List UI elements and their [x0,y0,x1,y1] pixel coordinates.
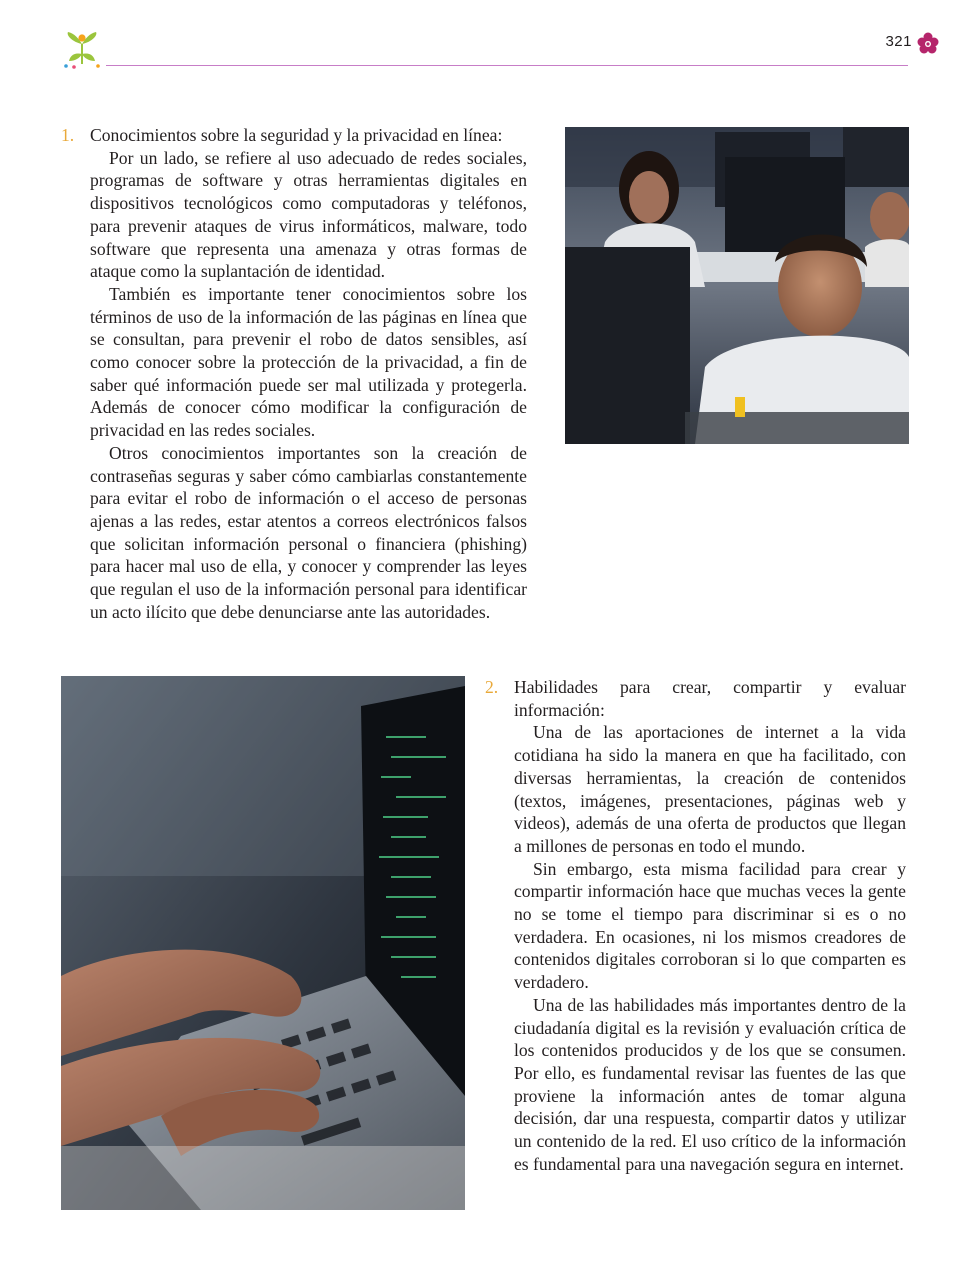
paragraph: Otros conocimientos importantes son la creación de contraseñas seguras y saber cómo cambiarlas constantemente para evitar el robo de información o el acceso de personas ajenas a las redes, estar atentos a correos electrónicos falsos que solicitan información personal o financiera (phishing) para hacer mal uso de ella, y conocer y comprender las leyes que regulan el uso de la información personal para identificar un acto ilícito que debe denunciarse ante las autoridades. [90,442,527,622]
paragraph: Sin embargo, esta misma facilidad para crear y compartir información hace que muchas veces la gente no se tome el tiempo para discriminar si es o no verdadera. En ocasiones, ni los mismos creadores de contenidos digitales corroboran si lo que comparten es verdadero. [514,858,906,993]
item-heading [485,676,906,721]
item-heading [61,124,527,147]
item-title: Habilidades para crear, compartir y evaluar información: [514,677,906,720]
header-rule [106,65,908,66]
item-title: Conocimientos sobre la seguridad y la privacidad en línea: [90,125,503,145]
item-number: 1. [61,125,75,145]
section-security-privacy [61,124,527,623]
page-number: 321 [885,33,912,50]
flower-icon [915,31,941,55]
paragraph: Una de las aportaciones de internet a la vida cotidiana ha sido la manera en que ha facilitado, con diversas herramientas, la creación de contenidos (textos, imágenes, presentaciones, páginas web y videos), además de una oferta de productos que llegan a millones de personas en todo el mundo. [514,722,906,856]
section-create-share-evaluate [485,676,906,1175]
paragraph: Por un lado, se refiere al uso adecuado de redes sociales, programas de software y otras herramientas digitales en dispositivos tecnológicos como computadoras y teléfonos, para prevenir ataques de virus informáticos, malware, todo software que representa una amenaza y otras formas de ataque como la suplantación de identidad. [90,147,527,282]
paragraph: También es importante tener conocimientos sobre los términos de uso de la información de las páginas en línea que se consultan, para prevenir el robo de datos sensibles, así como conocer sobre la protección de la privacidad, a fin de saber qué información puede ser mal utilizada y protegerla. Además de conocer cómo modificar la configuración de privacidad en las redes sociales. [90,283,527,441]
students-at-computers-photo [565,127,909,444]
hands-typing-on-laptop-photo [61,676,465,1210]
paragraph: Una de las habilidades más importantes dentro de la ciudadanía digital es la revisión y evaluación crítica de los contenidos producidos y de los que se consumen. Por ello, es fundamental revisar las fuentes de las que proviene la información antes de tomar alguna decisión, dar una respuesta, compartir datos y utilizar un contenido de la red. El uso crítico de la información es fundamental para una navegación segura en internet. [514,994,906,1174]
logo-icon [60,30,104,72]
item-number: 2. [485,677,499,697]
